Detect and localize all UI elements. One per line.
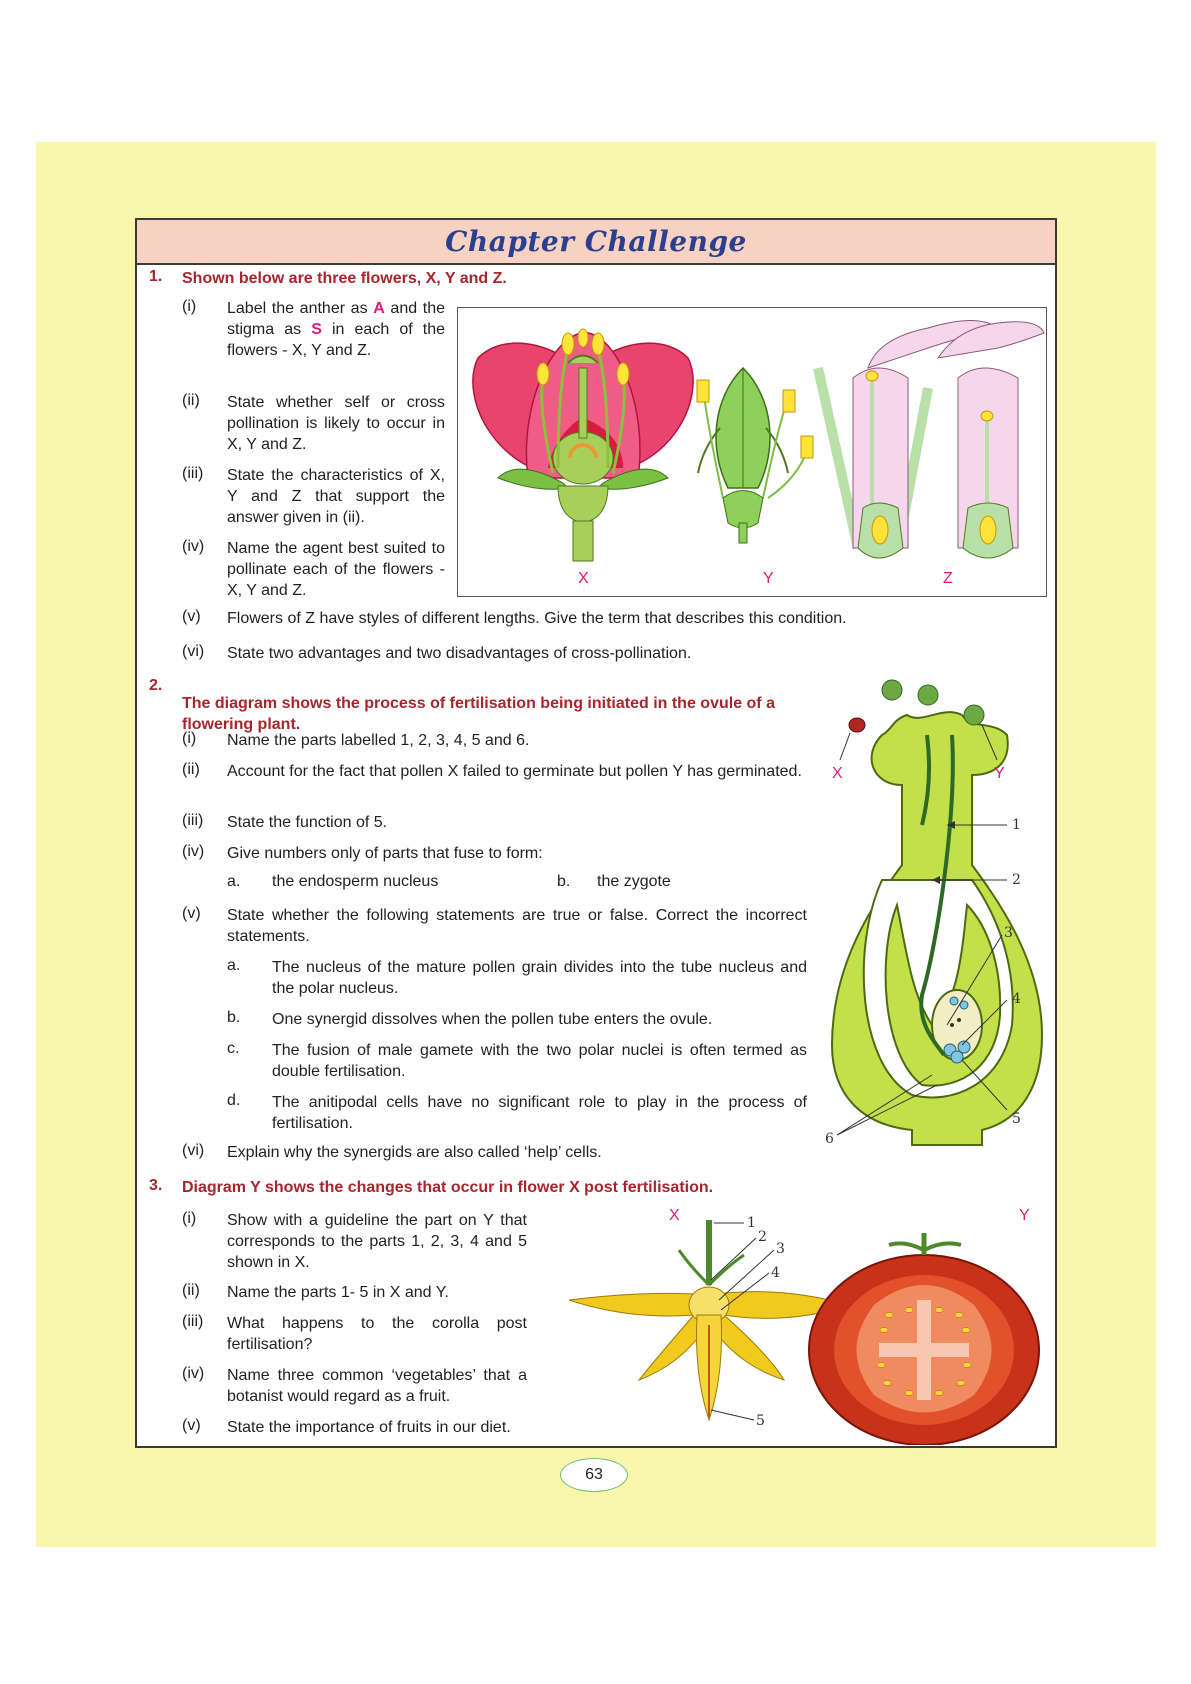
question-number-1: 1. <box>149 268 163 285</box>
q1-part-number: (v) <box>182 608 201 625</box>
question-number-3: 3. <box>149 1177 163 1194</box>
q1-part-text: State the characteristics of X, Y and Z that support the answer given in (ii). <box>227 467 445 526</box>
flower-y-illustration <box>697 368 813 543</box>
q1-part-text: Name the agent best suited to pollinate each of the flowers - X, Y and Z. <box>227 540 445 599</box>
flower-z-label: Z <box>943 570 953 587</box>
figure-flower-to-fruit <box>569 1205 1049 1445</box>
q2-iv-sub-text: the endosperm nucleus <box>272 873 439 890</box>
q2-part-number: (vi) <box>182 1142 205 1159</box>
stigma-label-s: S <box>311 321 322 338</box>
q2-v-sub-text: The fusion of male gamete with the two polar nuclei is often termed as double fertilisation. <box>272 1042 807 1080</box>
tomato-y-illustration <box>809 1233 1039 1445</box>
q2-part-number: (ii) <box>182 761 200 778</box>
q1-part-number: (iv) <box>182 538 205 555</box>
flowers-illustration <box>458 308 1046 596</box>
page-number: 63 <box>560 1458 628 1492</box>
pollen-y-label: Y <box>994 765 1005 782</box>
q2-v-sub-text: One synergid dissolves when the pollen tube enters the ovule. <box>272 1011 713 1028</box>
question-number-2: 2. <box>149 677 163 694</box>
q3-part-text: What happens to the corolla post fertilisation? <box>227 1315 527 1353</box>
carpel-illustration <box>822 665 1052 1170</box>
q3-part-text: Name the parts 1- 5 in X and Y. <box>227 1284 449 1301</box>
q2-iv-sub-number: a. <box>227 873 241 890</box>
flower-x-label: X <box>578 570 589 587</box>
q1-part-text: State whether self or cross pollination is likely to occur in X, Y and Z. <box>227 394 445 453</box>
part-label-5: 5 <box>1012 1111 1021 1127</box>
q2-part-number: (i) <box>182 730 197 747</box>
chapter-title-banner <box>137 220 1055 265</box>
question-2-heading: The diagram shows the process of fertilisation being initiated in the ovule of a flowering plant. <box>182 695 775 733</box>
q1-part-number: (ii) <box>182 392 200 409</box>
q2-v-sub-text: The anitipodal cells have no significant role to play in the process of fertilisation. <box>272 1094 807 1132</box>
q3-part-number: (iv) <box>182 1365 205 1382</box>
q2-part-number: (v) <box>182 905 201 922</box>
q3-part-number: (ii) <box>182 1282 200 1299</box>
flower-y-label: Y <box>763 570 774 587</box>
q2-iv-sub-text: the zygote <box>597 873 671 890</box>
flower-fruit-illustration <box>569 1205 1049 1445</box>
q3-part-text: State the importance of fruits in our diet. <box>227 1419 511 1436</box>
q2-v-sub-text: The nucleus of the mature pollen grain divides into the tube nucleus and the polar nucleus. <box>272 959 807 997</box>
fruit-y-label: Y <box>1019 1207 1030 1224</box>
q3-part-number: (iii) <box>182 1313 204 1330</box>
pollen-x-label: X <box>832 765 843 782</box>
q2-part-text: Give numbers only of parts that fuse to form: <box>227 845 543 862</box>
part-label-1: 1 <box>1012 817 1021 833</box>
flower-part-label-4: 4 <box>771 1265 780 1281</box>
flower-x-illustration <box>569 1220 849 1420</box>
figure-fertilisation-carpel <box>822 665 1052 1170</box>
q1-part-number: (iii) <box>182 465 204 482</box>
q1-part-text: State two advantages and two disadvantages of cross-pollination. <box>227 645 692 662</box>
q3-part-text: Show with a guideline the part on Y that corresponds to the parts 1, 2, 3, 4 and 5 shown in X. <box>227 1212 527 1271</box>
q2-part-number: (iii) <box>182 812 204 829</box>
q2-part-text: Account for the fact that pollen X failed to germinate but pollen Y has germinated. <box>227 763 802 780</box>
flower-part-label-2: 2 <box>758 1229 767 1245</box>
q2-iv-sub-number: b. <box>557 873 571 890</box>
flower-part-label-5: 5 <box>756 1413 765 1429</box>
anther-label-a: A <box>373 300 385 317</box>
q2-v-sub-number: b. <box>227 1009 241 1026</box>
q1-part-text: Flowers of Z have styles of different lengths. Give the term that describes this condition. <box>227 610 847 627</box>
flower-part-label-3: 3 <box>776 1241 785 1257</box>
q2-part-text: State the function of 5. <box>227 814 388 831</box>
q3-part-text: Name three common ‘vegetables’ that a botanist would regard as a fruit. <box>227 1367 527 1405</box>
q3-part-number: (v) <box>182 1417 201 1434</box>
part-label-3: 3 <box>1004 925 1013 941</box>
part-label-4: 4 <box>1012 991 1021 1007</box>
q2-part-text: State whether the following statements are true or false. Correct the incorrect statements. <box>227 907 807 945</box>
flower-part-label-1: 1 <box>747 1215 756 1231</box>
flower-x-label: X <box>669 1207 680 1224</box>
part-label-6: 6 <box>825 1131 834 1147</box>
q1-part-text: Label the anther as A and the stigma as S in each of the flowers - X, Y and Z. <box>227 300 445 359</box>
flower-z-illustration <box>818 321 1044 559</box>
question-3-heading: Diagram Y shows the changes that occur in flower X post fertilisation. <box>182 1179 714 1196</box>
q2-v-sub-number: d. <box>227 1092 241 1109</box>
q2-part-text: Explain why the synergids are also called ‘help’ cells. <box>227 1144 602 1161</box>
q2-v-sub-number: a. <box>227 957 241 974</box>
q3-part-number: (i) <box>182 1210 197 1227</box>
q2-part-text: Name the parts labelled 1, 2, 3, 4, 5 and 6. <box>227 732 530 749</box>
chapter-title: Chapter Challenge <box>445 225 747 258</box>
flower-x-illustration <box>473 329 693 561</box>
q1-part-number: (i) <box>182 298 197 315</box>
q2-v-sub-number: c. <box>227 1040 240 1057</box>
part-label-2: 2 <box>1012 872 1021 888</box>
figure-three-flowers <box>457 307 1047 597</box>
question-1-heading: Shown below are three flowers, X, Y and Z. <box>182 270 507 287</box>
q1-part-number: (vi) <box>182 643 205 660</box>
chapter-challenge-panel <box>135 218 1057 1448</box>
q2-part-number: (iv) <box>182 843 205 860</box>
